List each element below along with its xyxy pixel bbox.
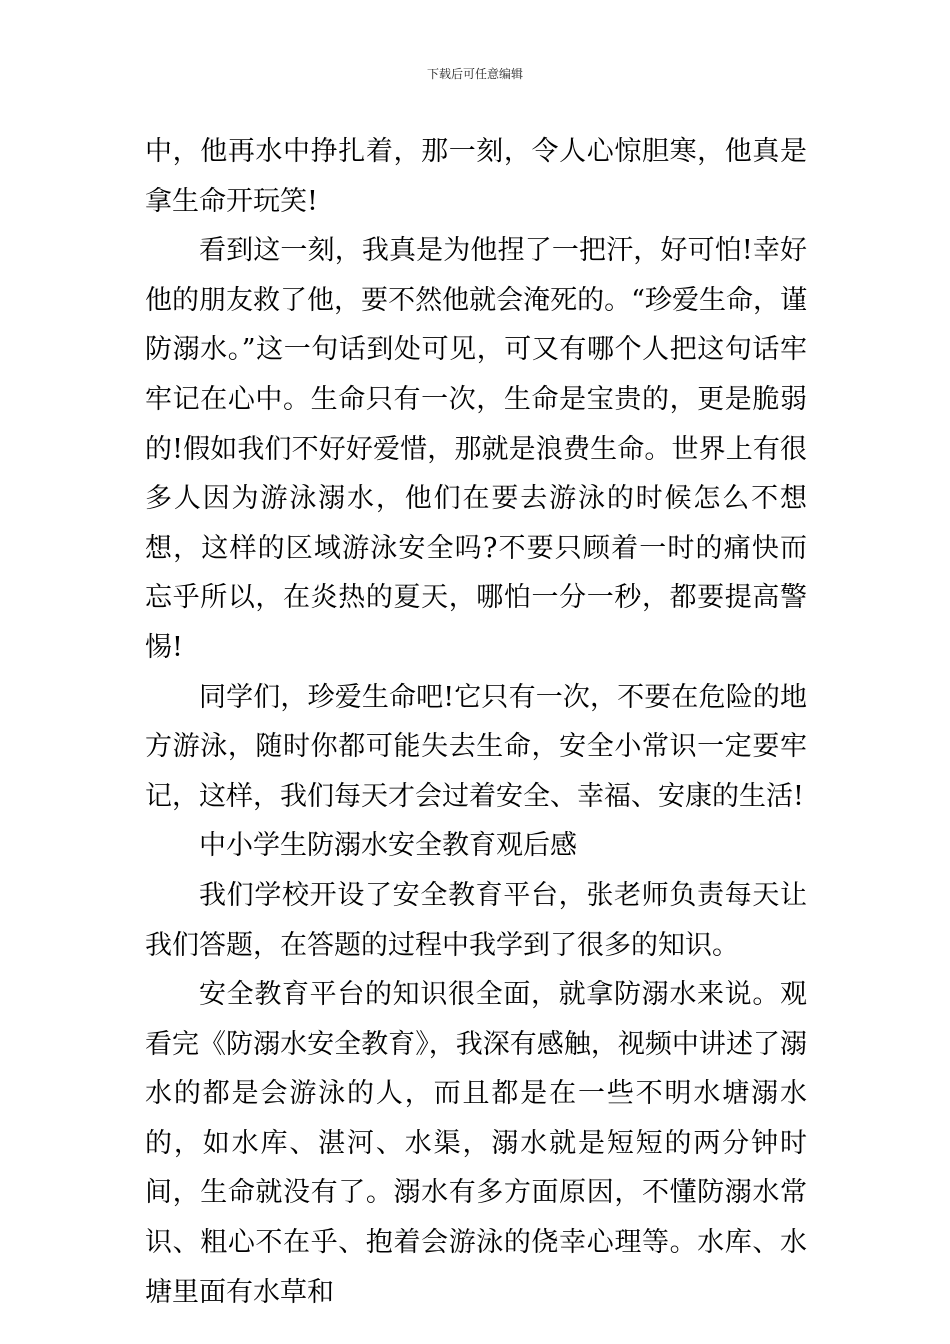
section-title: 中小学生防溺水安全教育观后感 [199,830,577,862]
paragraph: 安全教育平台的知识很全面，就拿防溺水来说。观看完《防溺水安全教育》，我深有感触，视频中讲述了溺水的都是会游泳的人，而且都是在一些不明水塘溺水的，如水库、湛河、水渠，溺水就是短短的两分钟时间，生命就没有了。溺水有多方面原因，不懂防溺水常识、粗心不在乎、抱着会游泳的侥幸心理等。水库、水塘里面有水草和 [145,979,807,1308]
paragraph: 我们学校开设了安全教育平台，张老师负责每天让我们答题，在答题的过程中我学到了很多的知识。 [145,879,807,961]
document-body [145,127,807,1317]
paragraph: 看到这一刻，我真是为他捏了一把汗，好可怕!幸好他的朋友救了他，要不然他就会淹死的。“珍爱生命，谨防溺水。”这一句话到处可见，可又有哪个人把这句话牢牢记在心中。生命只有一次，生命是宝贵的，更是脆弱的!假如我们不好好爱惜，那就是浪费生命。世界上有很多人因为游泳溺水，他们在要去游泳的时候怎么不想想，这样的区域游泳安全吗?不要只顾着一时的痛快而忘乎所以，在炎热的夏天，哪怕一分一秒，都要提高警惕! [145,235,807,663]
page-header: 下载后可任意编辑 [426,67,523,81]
paragraph-continuation: 中，他再水中挣扎着，那一刻，令人心惊胆寒，他真是拿生命开玩笑! [145,136,807,217]
paragraph: 同学们，珍爱生命吧!它只有一次，不要在危险的地方游泳，随时你都可能失去生命，安全小常识一定要牢记，这样，我们每天才会过着安全、幸福、安康的生活! [145,681,807,812]
